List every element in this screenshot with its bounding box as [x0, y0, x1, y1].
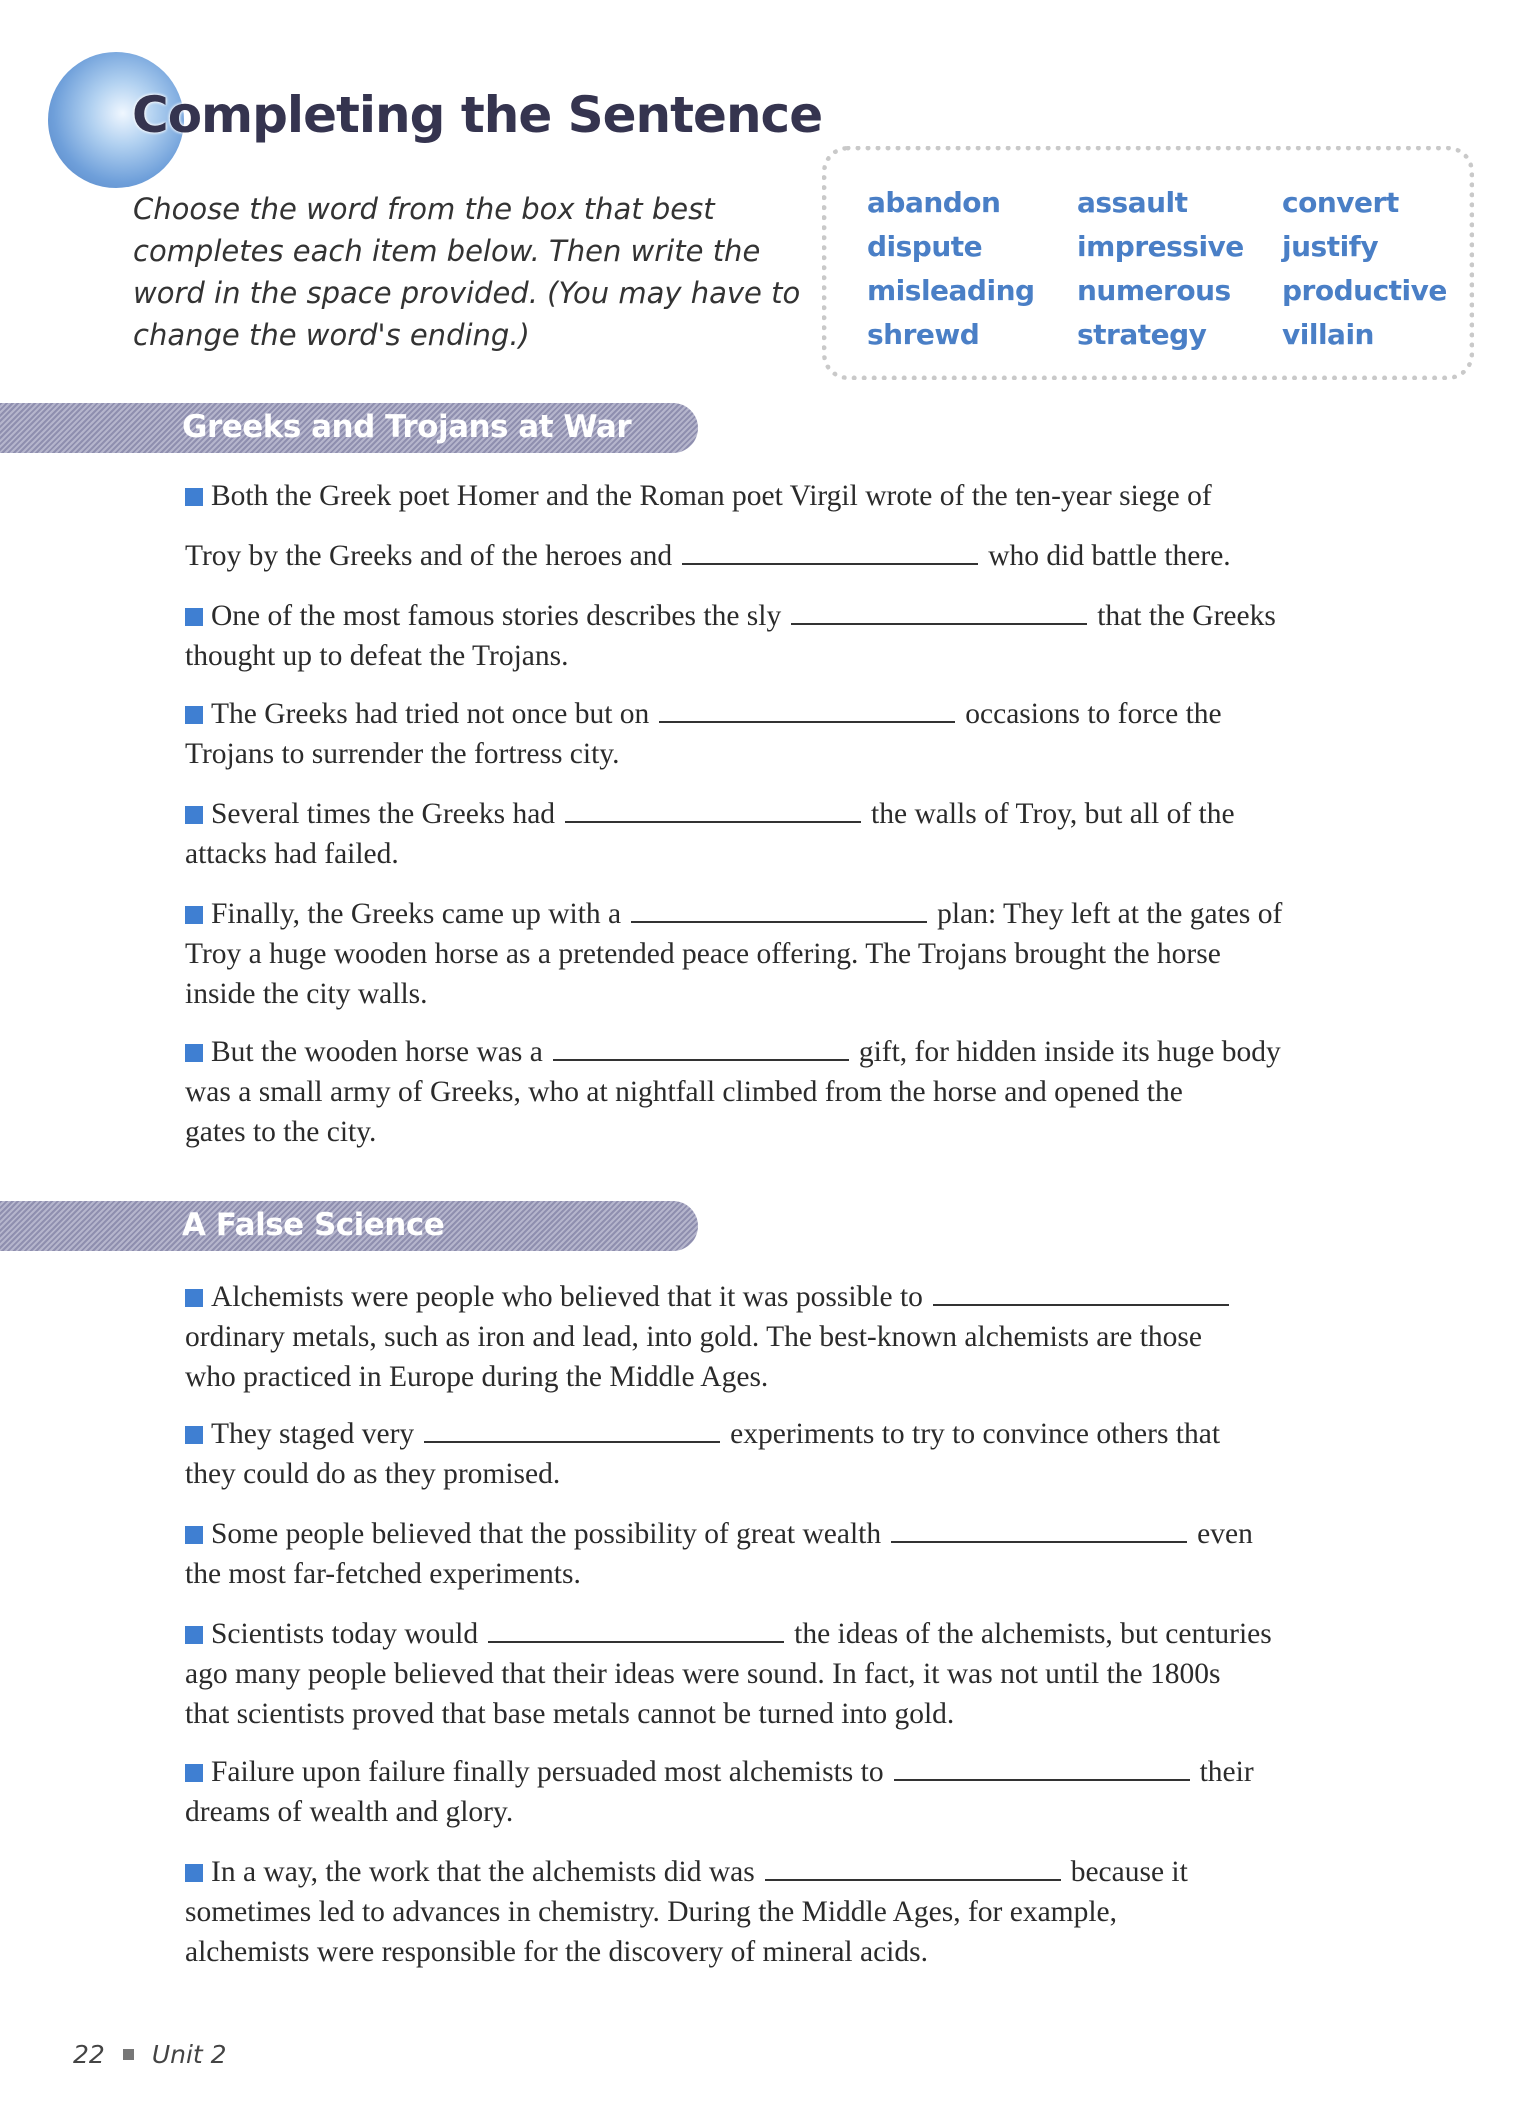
item-line — [185, 1932, 1465, 1972]
answer-blank[interactable] — [553, 1037, 849, 1061]
answer-blank[interactable] — [765, 1857, 1061, 1881]
word-box — [822, 146, 1474, 380]
bullet-icon — [185, 1526, 203, 1544]
item-text: Troy a huge wooden horse as a pretended peace offering. The Trojans brought the horse — [185, 938, 1221, 970]
bullet-icon — [185, 608, 203, 626]
item-text: because it — [1070, 1856, 1188, 1888]
bullet-icon — [185, 1864, 203, 1882]
item-text: plan: They left at the gates of — [937, 898, 1283, 930]
item-line — [185, 834, 1465, 874]
bullet-icon — [185, 1289, 203, 1307]
item-text: ago many people believed that their ideas were sound. In fact, it was not until the 1800s — [185, 1658, 1221, 1690]
word-option: assault — [1077, 186, 1188, 219]
item-line — [185, 734, 1465, 774]
exercise-item — [185, 596, 1465, 676]
page-number: 22 — [73, 2040, 105, 2069]
item-text: Finally, the Greeks came up with a — [211, 898, 622, 930]
word-option: shrewd — [867, 318, 980, 351]
item-text: sometimes led to advances in chemistry. During the Middle Ages, for example, — [185, 1896, 1118, 1928]
word-option: justify — [1282, 230, 1379, 263]
exercise-item — [185, 1752, 1465, 1832]
answer-blank[interactable] — [894, 1757, 1190, 1781]
item-line — [185, 934, 1465, 974]
exercise-item — [185, 894, 1465, 1014]
item-line — [185, 974, 1465, 1014]
item-line — [185, 1414, 1465, 1454]
exercise-item — [185, 1514, 1465, 1594]
item-line — [185, 596, 1465, 636]
item-text: was a small army of Greeks, who at nightfall climbed from the horse and opened the — [185, 1076, 1183, 1108]
section-title: Greeks and Trojans at War — [182, 409, 632, 445]
answer-blank[interactable] — [659, 699, 955, 723]
section-banner-greeks — [0, 403, 698, 453]
item-text: In a way, the work that the alchemists did was — [211, 1856, 755, 1888]
word-option: abandon — [867, 186, 1001, 219]
exercise-item — [185, 1614, 1465, 1734]
bullet-icon — [185, 1764, 203, 1782]
exercise-item — [185, 694, 1465, 774]
item-text: Several times the Greeks had — [211, 798, 556, 830]
item-line — [185, 476, 1465, 516]
item-text: occasions to force the — [965, 698, 1222, 730]
word-option: convert — [1282, 186, 1399, 219]
item-text: gates to the city. — [185, 1116, 377, 1148]
item-text: Troy by the Greeks and of the heroes and — [185, 540, 673, 572]
item-line — [185, 1514, 1465, 1554]
item-line — [185, 1614, 1465, 1654]
page-footer — [73, 2040, 227, 2069]
item-text: that scientists proved that base metals cannot be turned into gold. — [185, 1698, 955, 1730]
item-text: the ideas of the alchemists, but centuries — [794, 1618, 1272, 1650]
item-text: alchemists were responsible for the discovery of mineral acids. — [185, 1936, 928, 1968]
item-text: that the Greeks — [1097, 600, 1276, 632]
answer-blank[interactable] — [891, 1519, 1187, 1543]
answer-blank[interactable] — [631, 899, 927, 923]
exercise-item — [185, 1032, 1465, 1152]
item-text: ordinary metals, such as iron and lead, into gold. The best-known alchemists are those — [185, 1321, 1202, 1353]
item-text: thought up to defeat the Trojans. — [185, 640, 569, 672]
word-option: misleading — [867, 274, 1035, 307]
item-line — [185, 1112, 1465, 1152]
item-line — [185, 694, 1465, 734]
bullet-icon — [185, 488, 203, 506]
instructions: Choose the word from the box that best completes each item below. Then write the word in the space provided. (You may have to change the word's ending.) — [133, 192, 801, 352]
item-text: But the wooden horse was a — [211, 1036, 543, 1068]
word-option: dispute — [867, 230, 983, 263]
item-text: experiments to try to convince others that — [730, 1418, 1221, 1450]
item-text: the most far-fetched experiments. — [185, 1558, 581, 1590]
item-text: They staged very — [211, 1418, 415, 1450]
item-text: the walls of Troy, but all of the — [871, 798, 1235, 830]
exercise-item — [185, 1277, 1465, 1397]
bullet-icon — [185, 1426, 203, 1444]
word-option: villain — [1282, 318, 1374, 351]
item-line — [185, 1694, 1465, 1734]
bullet-icon — [185, 1626, 203, 1644]
item-text: gift, for hidden inside its huge body — [858, 1036, 1281, 1068]
item-line — [185, 1032, 1465, 1072]
item-line — [185, 1554, 1465, 1594]
item-line — [185, 1277, 1465, 1317]
answer-blank[interactable] — [488, 1619, 784, 1643]
item-text: dreams of wealth and glory. — [185, 1796, 514, 1828]
item-line — [185, 794, 1465, 834]
bullet-icon — [185, 806, 203, 824]
item-text: Alchemists were people who believed that it was possible to — [211, 1281, 923, 1313]
item-line — [185, 636, 1465, 676]
word-option: numerous — [1077, 274, 1231, 307]
item-text: Scientists today would — [211, 1618, 479, 1650]
item-line — [185, 1454, 1465, 1494]
exercise-item — [185, 1414, 1465, 1494]
unit-label: Unit 2 — [151, 2040, 227, 2069]
item-line — [185, 1654, 1465, 1694]
bullet-icon — [185, 706, 203, 724]
item-line — [185, 1892, 1465, 1932]
item-text: The Greeks had tried not once but on — [211, 698, 650, 730]
item-line — [185, 1792, 1465, 1832]
answer-blank[interactable] — [933, 1282, 1229, 1306]
item-text: Trojans to surrender the fortress city. — [185, 738, 620, 770]
page-title: Completing the Sentence — [132, 86, 823, 144]
item-line — [185, 1072, 1465, 1112]
answer-blank[interactable] — [791, 601, 1087, 625]
word-option: strategy — [1077, 318, 1207, 351]
section-banner-false-science — [0, 1201, 698, 1251]
bullet-icon — [185, 906, 203, 924]
word-option: productive — [1282, 274, 1447, 307]
word-option: impressive — [1077, 230, 1244, 263]
item-text: who practiced in Europe during the Middle Ages. — [185, 1361, 769, 1393]
item-text: Failure upon failure finally persuaded most alchemists to — [211, 1756, 884, 1788]
answer-blank[interactable] — [682, 541, 978, 565]
item-line — [185, 1317, 1465, 1357]
item-line — [185, 1752, 1465, 1792]
item-line — [185, 536, 1465, 576]
item-line — [185, 1357, 1465, 1397]
item-line — [185, 894, 1465, 934]
bullet-icon — [185, 1044, 203, 1062]
word-list — [867, 181, 1482, 357]
item-text: even — [1197, 1518, 1253, 1550]
item-text: they could do as they promised. — [185, 1458, 561, 1490]
item-text: their — [1199, 1756, 1254, 1788]
item-text: attacks had failed. — [185, 838, 399, 870]
answer-blank[interactable] — [565, 799, 861, 823]
item-text: Both the Greek poet Homer and the Roman poet Virgil wrote of the ten-year siege of — [211, 480, 1212, 512]
item-text: One of the most famous stories describes the sly — [211, 600, 782, 632]
item-line — [185, 1852, 1465, 1892]
item-text: who did battle there. — [988, 540, 1231, 572]
square-separator-icon — [123, 2049, 134, 2060]
answer-blank[interactable] — [424, 1419, 720, 1443]
item-text: inside the city walls. — [185, 978, 428, 1010]
section-title: A False Science — [182, 1207, 445, 1243]
item-text: Some people believed that the possibility of great wealth — [211, 1518, 882, 1550]
exercise-item — [185, 1852, 1465, 1972]
exercise-item — [185, 476, 1465, 576]
exercise-item — [185, 794, 1465, 874]
